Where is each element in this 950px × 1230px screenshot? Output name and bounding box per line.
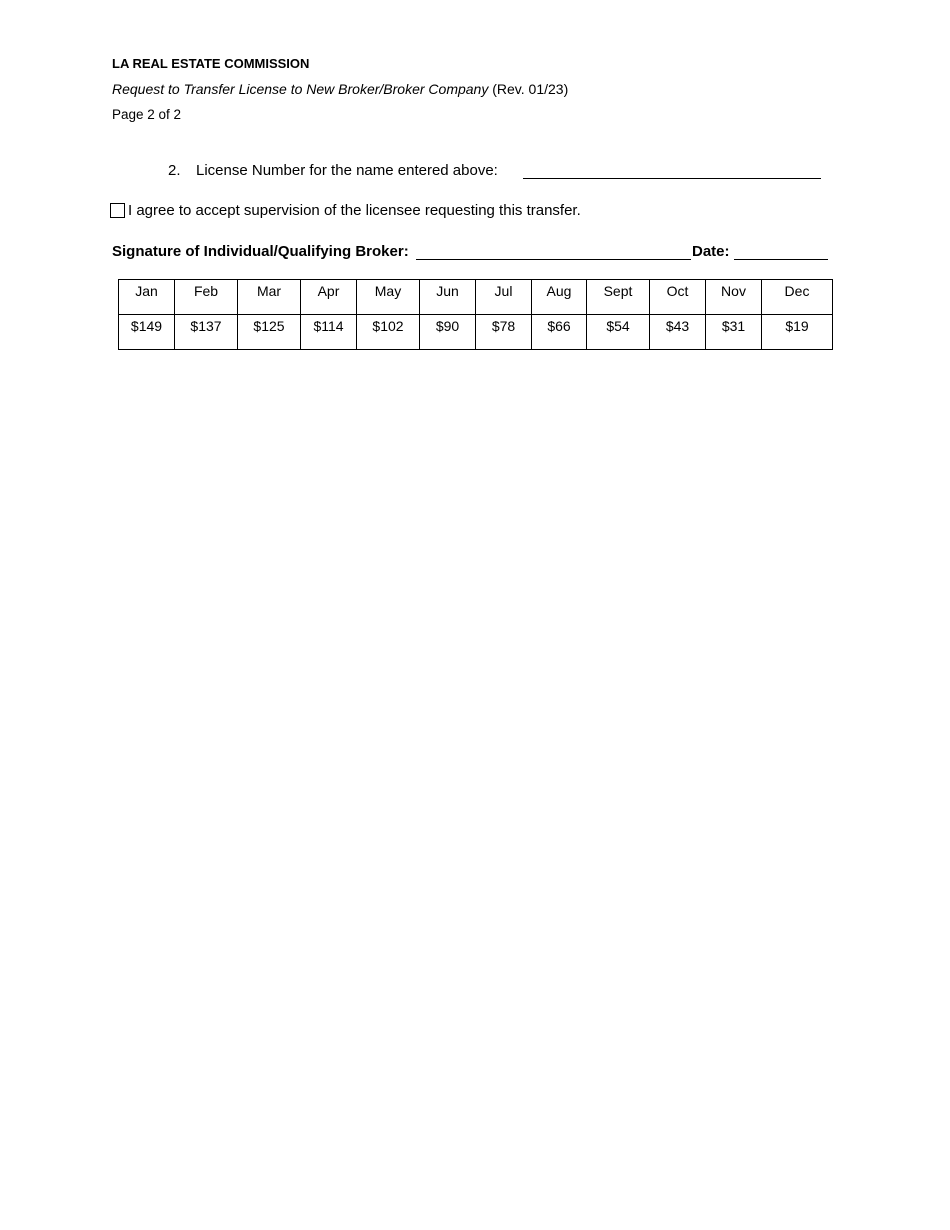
month-cell: Jan [119,280,175,315]
agreement-checkbox[interactable] [110,203,125,218]
fee-cell: $149 [119,315,175,350]
license-number-item [168,162,498,179]
signature-label: Signature of Individual/Qualifying Broker: [112,243,409,260]
license-number-label: License Number for the name entered above: [196,162,498,179]
agreement-row [110,202,581,219]
month-cell: Oct [650,280,706,315]
revision-label: (Rev. 01/23) [492,81,569,97]
fee-cell: $66 [532,315,587,350]
document-title: Request to Transfer License to New Broker/Broker Company [112,81,489,97]
month-row [119,280,833,315]
month-cell: Aug [532,280,587,315]
date-label: Date: [692,243,730,260]
month-cell: Mar [238,280,301,315]
license-number-field[interactable] [523,178,821,179]
fee-cell: $90 [420,315,476,350]
fee-cell: $125 [238,315,301,350]
fee-cell: $114 [301,315,357,350]
fee-cell: $78 [476,315,532,350]
agreement-text: I agree to accept supervision of the licensee requesting this transfer. [128,202,581,219]
fee-cell: $102 [357,315,420,350]
fee-row [119,315,833,350]
month-cell: Jun [420,280,476,315]
agency-name: LA REAL ESTATE COMMISSION [112,56,310,71]
month-cell: Apr [301,280,357,315]
prorated-fee-table [118,279,833,350]
date-field[interactable] [734,259,828,260]
fee-cell: $19 [762,315,833,350]
month-cell: Nov [706,280,762,315]
fee-cell: $54 [587,315,650,350]
fee-cell: $43 [650,315,706,350]
fee-cell: $137 [175,315,238,350]
month-cell: Jul [476,280,532,315]
month-cell: Feb [175,280,238,315]
month-cell: Dec [762,280,833,315]
month-cell: May [357,280,420,315]
month-cell: Sept [587,280,650,315]
fee-cell: $31 [706,315,762,350]
page-number: Page 2 of 2 [112,107,182,122]
document-subtitle [112,81,568,97]
signature-field[interactable] [416,259,691,260]
item-number: 2. [168,162,181,179]
